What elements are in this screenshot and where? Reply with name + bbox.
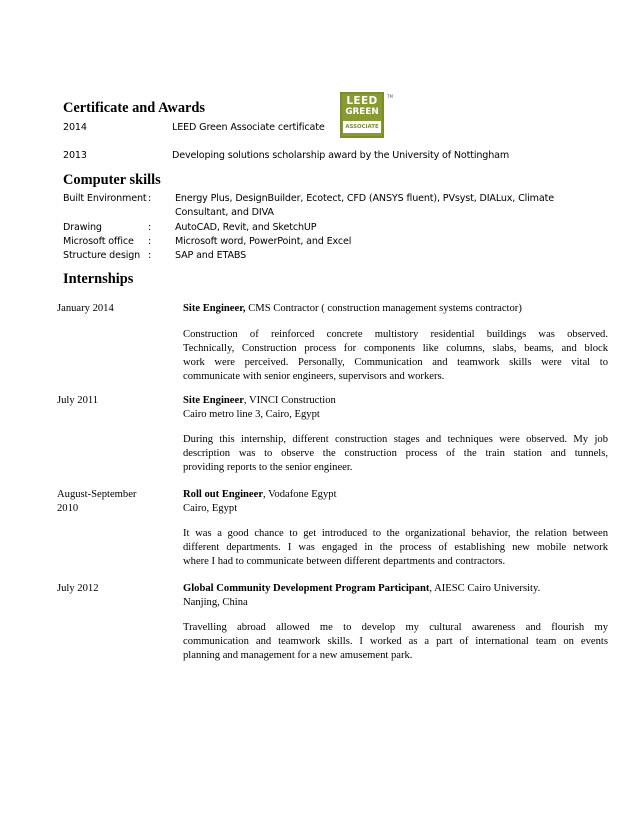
internship-description [183, 527, 608, 569]
skill-value: AutoCAD, Revit, and SketchUP [175, 222, 317, 233]
skill-value: SAP and ETABS [175, 250, 247, 261]
internship-title [183, 395, 336, 406]
internship-org: , AIESC Cairo University. [429, 583, 541, 594]
description-line: It was a good chance to get introduced to the organizational behavior, the relation between [183, 528, 608, 539]
skill-label: Built Environment [63, 193, 147, 204]
internship-description [183, 621, 608, 663]
internship-title [183, 583, 540, 594]
skill-label: Microsoft office [63, 236, 134, 247]
description-line: communication and teamwork skills. I worked as a part of international team on events [183, 636, 608, 647]
description-line: Travelling abroad allowed me to develop my cultural awareness and flourish my [183, 622, 608, 633]
skill-value: Microsoft word, PowerPoint, and Excel [175, 236, 352, 247]
skill-label: Drawing [63, 222, 102, 233]
description-line: Technically, Construction process for components like columns, slabs, beams, and block [183, 343, 608, 354]
leed-logo: LEED GREEN ASSOCIATE [340, 92, 384, 138]
skill-separator: : [148, 222, 152, 233]
description-line: providing reports to the senior engineer. [183, 462, 353, 473]
certificate-year: 2014 [63, 122, 87, 133]
skill-separator: : [148, 236, 152, 247]
internship-role: Site Engineer, [183, 303, 246, 314]
description-line: planning and management for a new amusement park. [183, 650, 413, 661]
internship-date: January 2014 [57, 303, 114, 314]
description-line: Construction of reinforced concrete multistory residential buildings was observed. [183, 329, 608, 340]
description-line: During this internship, different construction stages and techniques were observed. My job [183, 434, 608, 445]
internship-date: August-September [57, 489, 137, 500]
internship-org: , Vodafone Egypt [263, 489, 337, 500]
internship-date: July 2012 [57, 583, 99, 594]
description-line: where I had to communicate between different departments and contractors. [183, 556, 506, 567]
skill-separator: : [148, 193, 152, 204]
skills-heading: Computer skills [63, 172, 161, 188]
internship-org: CMS Contractor ( construction management systems contractor) [245, 303, 522, 314]
internship-date: 2010 [57, 503, 79, 514]
skill-value: Consultant, and DIVA [175, 207, 274, 218]
certificate-text: LEED Green Associate certificate [172, 122, 325, 133]
internship-title [183, 303, 522, 314]
internship-description [183, 433, 608, 475]
internship-location: Cairo metro line 3, Cairo, Egypt [183, 409, 320, 420]
internship-title [183, 489, 337, 500]
internship-date: July 2011 [57, 395, 99, 406]
internship-org: , VINCI Construction [243, 395, 336, 406]
skill-value: Energy Plus, DesignBuilder, Ecotect, CFD (ANSYS fluent), PVsyst, DIALux, Climate [175, 193, 554, 204]
certificate-year: 2013 [63, 150, 87, 161]
skill-label: Structure design [63, 250, 141, 261]
description-line: communicate with senior engineers, supervisors and workers. [183, 371, 445, 382]
certificate-text: Developing solutions scholarship award by the University of Nottingham [172, 150, 510, 161]
certificates-heading: Certificate and Awards [63, 100, 206, 116]
description-line: work were perceived. Personally, Communication and teamwork skills were vital to [183, 357, 608, 368]
internship-role: Roll out Engineer [183, 489, 264, 500]
internship-role: Site Engineer [183, 395, 244, 406]
description-line: different departments. I was engaged in the process of establishing new mobile network [183, 542, 608, 553]
internship-location: Cairo, Egypt [183, 503, 238, 514]
internships-heading: Internships [63, 271, 134, 287]
internship-description [183, 328, 608, 384]
skill-separator: : [148, 250, 152, 261]
internship-role: Global Community Development Program Participant [183, 583, 430, 594]
internship-location: Nanjing, China [183, 597, 248, 608]
description-line: description was to observe the construction process of the train station and tunnels, [183, 448, 608, 459]
trademark-mark: TM [387, 94, 393, 99]
